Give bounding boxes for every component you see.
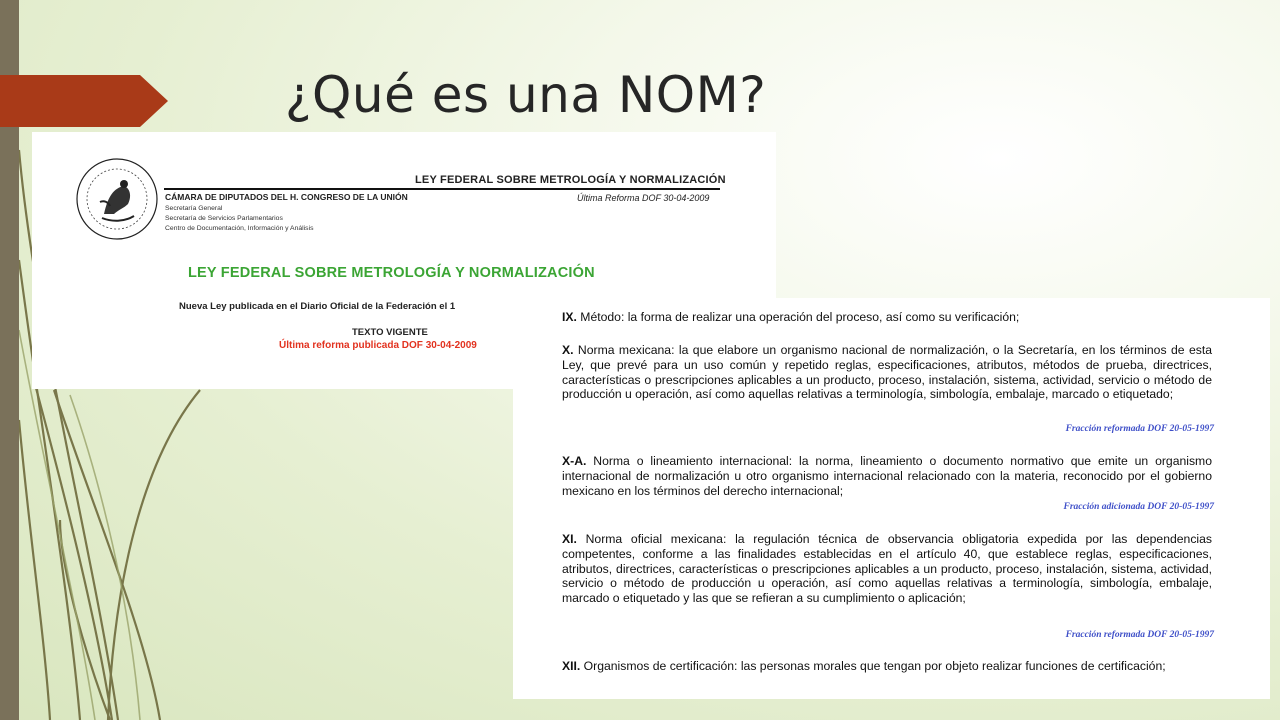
article-xii bbox=[562, 659, 1212, 674]
accent-arrow bbox=[0, 75, 168, 127]
article-number: X-A. bbox=[562, 454, 587, 468]
article-text: Método: la forma de realizar una operación del proceso, así como su verificación; bbox=[576, 310, 1020, 324]
slide-title: ¿Qué es una NOM? bbox=[285, 66, 767, 124]
article-x-a bbox=[562, 454, 1212, 498]
header-rule bbox=[164, 188, 720, 190]
ultima-reforma-label: Última Reforma DOF 30-04-2009 bbox=[577, 193, 710, 203]
article-x-a-note: Fracción adicionada DOF 20-05-1997 bbox=[1063, 502, 1214, 512]
article-text: Norma mexicana: la que elabore un organismo nacional de normalización, o la Secretaría, en los términos de esta Ley, que prevé para un uso común y repetido reglas, especificaciones, atributos, métodos de prueba, directrices, características o prescripciones aplicables a un producto, proceso, instalación, sistema, actividad, servicio o método de producción u operación, así como aquellas relativas a terminología, simbología, embalaje, marcado o etiquetado; bbox=[562, 343, 1212, 402]
article-xi bbox=[562, 532, 1212, 606]
article-text: Norma oficial mexicana: la regulación técnica de observancia obligatoria expedida por las dependencias competentes, conforme a las finalidades establecidas en el artículo 40, que establece reglas, especificaciones, atributos, directrices, características o prescripciones aplicables a un producto, proceso, instalación, sistema, actividad, servicio o método de producción u operación, así como aquellas relativas a terminología, simbología, embalaje, marcado o etiquetado y las que se refieran a su cumplimiento o aplicación; bbox=[562, 532, 1212, 606]
article-text: Norma o lineamiento internacional: la norma, lineamiento o documento normativo que emite un organismo internacional de normalización u otro organismo internacional relacionado con la materia, reconocido por el gobierno mexicano en los términos del derecho internacional; bbox=[562, 454, 1212, 498]
article-x bbox=[562, 343, 1212, 402]
article-excerpt-image bbox=[513, 298, 1270, 699]
article-number: XI. bbox=[562, 532, 577, 546]
article-number: X. bbox=[562, 343, 574, 357]
sub-line-3: Centro de Documentación, Información y Análisis bbox=[165, 225, 314, 232]
sub-line-1: Secretaría General bbox=[165, 205, 223, 212]
camara-label: CÁMARA DE DIPUTADOS DEL H. CONGRESO DE LA UNIÓN bbox=[165, 192, 408, 202]
sub-line-2: Secretaría de Servicios Parlamentarios bbox=[165, 215, 283, 222]
law-title-header: LEY FEDERAL SOBRE METROLOGÍA Y NORMALIZACIÓN bbox=[415, 174, 726, 186]
article-ix bbox=[562, 310, 1212, 325]
ultima-reforma-publicada: Última reforma publicada DOF 30-04-2009 bbox=[279, 340, 477, 351]
article-number: IX. bbox=[562, 310, 577, 324]
publication-line: Nueva Ley publicada en el Diario Oficial de la Federación el 1 bbox=[179, 301, 456, 312]
article-xi-note: Fracción reformada DOF 20-05-1997 bbox=[1065, 630, 1214, 640]
texto-vigente-label: TEXTO VIGENTE bbox=[352, 327, 428, 338]
article-x-note: Fracción reformada DOF 20-05-1997 bbox=[1065, 424, 1214, 434]
law-title-green: LEY FEDERAL SOBRE METROLOGÍA Y NORMALIZACIÓN bbox=[188, 265, 595, 281]
article-text: Organismos de certificación: las personas morales que tengan por objeto realizar funciones de certificación; bbox=[580, 659, 1166, 673]
mexican-coat-of-arms-icon bbox=[74, 156, 160, 242]
article-number: XII. bbox=[562, 659, 581, 673]
